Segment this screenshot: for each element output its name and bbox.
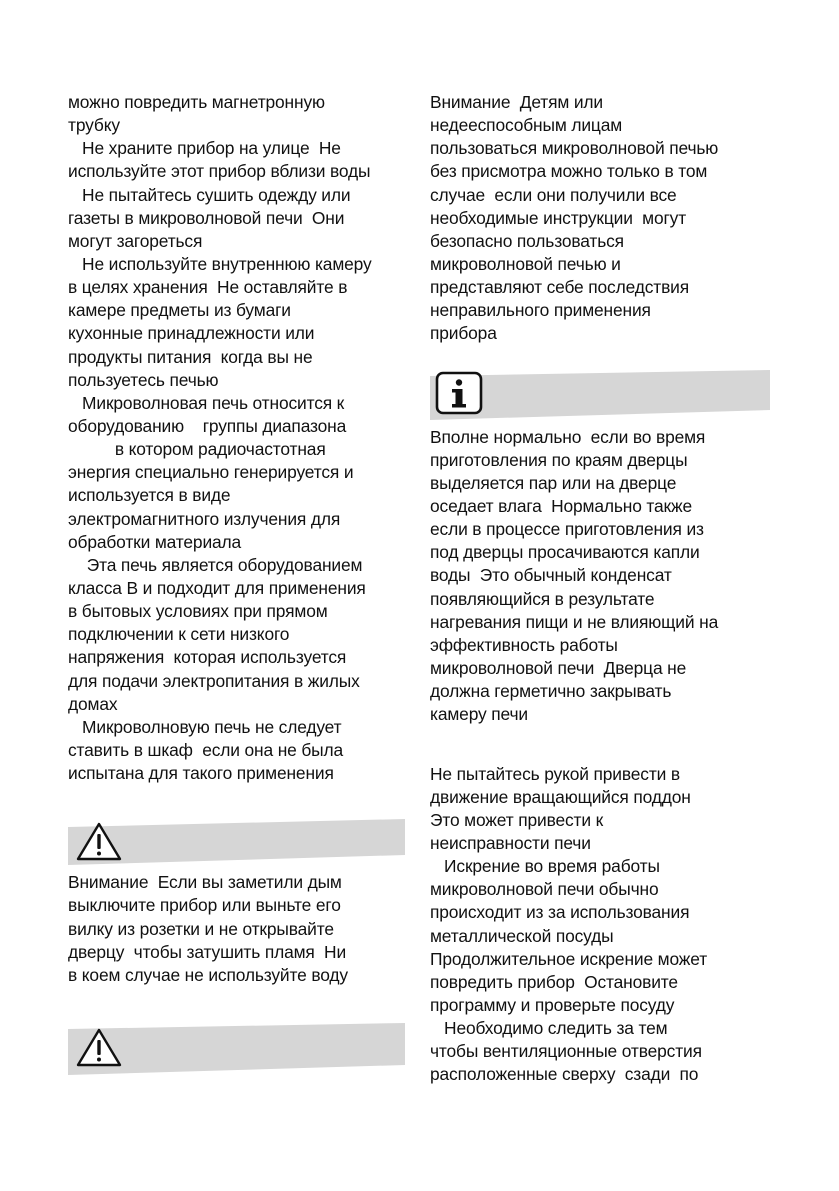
text-line: Микроволновую печь не следует	[68, 716, 342, 737]
warning-text-1	[68, 871, 413, 987]
info-text-line: оседает влага Нормально также	[430, 495, 693, 516]
warning-text-line: вилку из розетки и не открывайте	[68, 918, 334, 939]
text-line: недееспособным лицам	[430, 115, 623, 136]
text-line: для подачи электропитания в жилых	[68, 670, 360, 691]
text-line: чтобы вентиляционные отверстия	[430, 1041, 702, 1062]
text-line: необходимые инструкции могут	[430, 207, 687, 228]
info-icon	[437, 373, 481, 413]
info-text-line: должна герметично закрывать	[430, 681, 672, 702]
text-line: можно повредить магнетронную	[68, 92, 325, 112]
text-line: оборудованию группы диапазона	[68, 415, 347, 436]
text-line: в котором радиочастотная	[68, 439, 326, 460]
warning-text-line: дверцу чтобы затушить пламя Ни	[68, 941, 347, 962]
text-line: Микроволновая печь относится к	[68, 392, 345, 413]
text-line: пользоваться микроволновой печью	[430, 138, 719, 159]
text-line: в целях хранения Не оставляйте в	[68, 277, 348, 298]
text-line: обработки материала	[68, 531, 242, 552]
text-line: напряжения которая используется	[68, 647, 347, 668]
text-line: Не пытайтесь рукой привести в	[430, 763, 680, 784]
text-line: домах	[68, 693, 118, 714]
info-text-line: если в процессе приготовления из	[430, 519, 704, 540]
warning-banner-1-shape	[68, 819, 405, 865]
text-line: электромагнитного излучения для	[68, 508, 341, 529]
text-line: микроволновой печи обычно	[430, 879, 659, 900]
text-line: могут загореться	[68, 230, 203, 251]
text-line: Искрение во время работы	[430, 856, 660, 877]
paragraph-spacer	[430, 726, 775, 749]
text-line: безопасно пользоваться	[430, 230, 624, 251]
text-line: класса В и подходит для применения	[68, 577, 366, 598]
text-line: программу и проверьте посуду	[430, 994, 675, 1015]
warning-text-line: Внимание Если вы заметили дым	[68, 872, 342, 893]
text-line: подключении к сети низкого	[68, 624, 290, 645]
info-text-line: появляющийся в результате	[430, 588, 655, 609]
text-line: Не храните прибор на улице Не	[68, 138, 341, 159]
text-line: неправильного применения	[430, 300, 651, 321]
text-line: металлической посуды	[430, 925, 614, 946]
text-line: Необходимо следить за тем	[430, 1018, 668, 1039]
text-line: пользуетесь печью	[68, 369, 219, 390]
left-text-block-1	[68, 91, 413, 785]
text-line: Продолжительное искрение может	[430, 948, 708, 969]
info-text-line: воды Это обычный конденсат	[430, 565, 672, 586]
text-line: продукты питания когда вы не	[68, 346, 313, 367]
left-column	[68, 91, 413, 1075]
text-line: кухонные принадлежности или	[68, 323, 315, 344]
text-line: в бытовых условиях при прямом	[68, 601, 328, 622]
text-line: случае если они получили все	[430, 184, 677, 205]
info-text-line: Вполне нормально если во время	[430, 426, 706, 447]
text-line: микроволновой печью и	[430, 253, 621, 274]
warning-banner-2	[68, 1023, 413, 1069]
warning-banner-1	[68, 819, 413, 865]
warning-text-line: в коем случае не используйте воду	[68, 964, 348, 985]
text-line: трубку	[68, 115, 120, 136]
text-line: газеты в микроволновой печи Они	[68, 207, 345, 228]
info-text-line: нагревания пищи и не влияющий на	[430, 611, 719, 632]
text-line: расположенные сверху сзади по	[430, 1064, 699, 1085]
info-banner-1-shape	[430, 370, 770, 420]
text-line: используется в виде	[68, 485, 231, 506]
text-line: без присмотра можно только в том	[430, 161, 708, 182]
info-text-line: выделяется пар или на дверце	[430, 472, 677, 493]
info-text-line: под дверцы просачиваются капли	[430, 542, 700, 563]
text-line: неисправности печи	[430, 832, 591, 853]
info-text-line: микроволновой печи Дверца не	[430, 657, 687, 678]
text-line: испытана для такого применения	[68, 763, 334, 784]
info-text-1	[430, 426, 775, 727]
info-banner-1	[430, 370, 775, 420]
text-line: Эта печь является оборудованием	[68, 554, 363, 575]
text-line: повредить прибор Остановите	[430, 971, 678, 992]
text-line: происходит из за использования	[430, 902, 690, 923]
info-text-line: камеру печи	[430, 704, 528, 725]
info-text-line: приготовления по краям дверцы	[430, 449, 688, 470]
text-line: энергия специально генерируется и	[68, 462, 354, 483]
text-line: Это может привести к	[430, 809, 604, 830]
text-line: движение вращающийся поддон	[430, 786, 691, 807]
text-line: ставить в шкаф если она не была	[68, 739, 344, 760]
warning-banner-2-shape	[68, 1023, 405, 1075]
text-line: Внимание Детям или	[430, 92, 603, 112]
right-text-block-1	[430, 91, 775, 346]
right-column	[430, 91, 775, 1086]
text-line: прибора	[430, 323, 497, 344]
text-line: Не пытайтесь сушить одежду или	[68, 184, 351, 205]
right-text-block-2	[430, 763, 775, 1087]
text-line: представляют себе последствия	[430, 277, 690, 298]
text-line: используйте этот прибор вблизи воды	[68, 161, 371, 182]
text-line: камере предметы из бумаги	[68, 300, 291, 321]
info-text-line: эффективность работы	[430, 634, 618, 655]
text-line: Не используйте внутреннюю камеру	[68, 253, 372, 274]
warning-text-line: выключите прибор или выньте его	[68, 895, 341, 916]
